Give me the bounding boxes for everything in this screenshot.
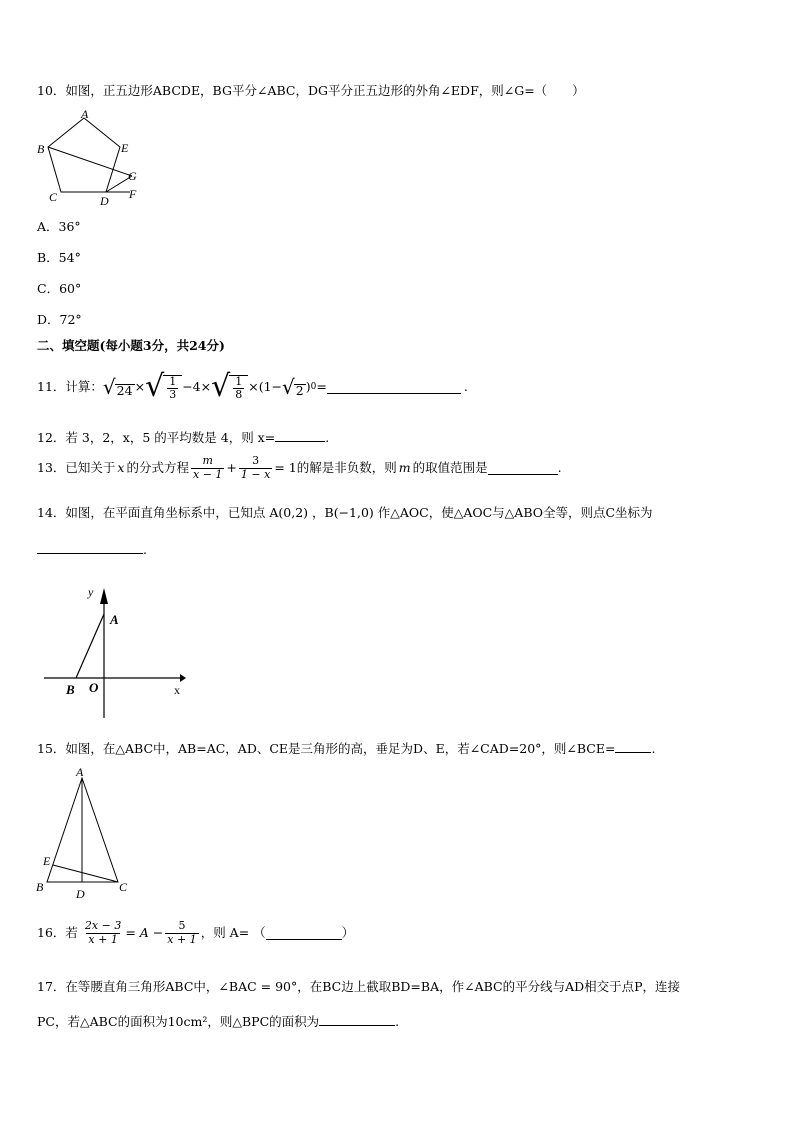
pentagon-label-d: D bbox=[100, 194, 109, 206]
q13-answer-blank[interactable] bbox=[488, 462, 558, 475]
q16-frac-left: $\frac{2x - 3}{x + 1}$ bbox=[84, 919, 122, 946]
q11-number: 11． bbox=[37, 378, 66, 394]
q11-lead: 计算： bbox=[65, 378, 103, 394]
sqrt-2: √ 2 bbox=[282, 375, 304, 399]
pentagon-label-c: C bbox=[49, 190, 58, 204]
q14-answer-line: . bbox=[37, 541, 147, 557]
question-14: 14．如图，在平面直角坐标系中，已知点 A(0,2) ，B(−1,0) 作△AOC，使△AOC与△ABO全等，则点C坐标为 bbox=[37, 505, 653, 520]
question-15: 15．如图，在△ABC中，AB=AC，AD、CE是三角形的高，垂足为D、E，若∠CAD=20°，则∠BCE= . bbox=[37, 741, 656, 756]
q15-answer-blank[interactable] bbox=[615, 740, 651, 753]
q10-option-d: D．72° bbox=[37, 312, 82, 327]
triangle-label-b: B bbox=[36, 880, 44, 894]
section-2-title: 二、填空题(每小题3分，共24分) bbox=[37, 338, 225, 353]
triangle-label-d: D bbox=[76, 887, 85, 901]
triangle-label-e: E bbox=[43, 854, 51, 868]
pentagon-label-e: E bbox=[121, 141, 129, 155]
axis-label-x: x bbox=[174, 683, 180, 697]
q16-answer-blank[interactable] bbox=[266, 927, 342, 940]
q10-number: 10． bbox=[37, 83, 66, 98]
triangle-label-c: C bbox=[119, 880, 128, 894]
question-17-line-1: 17．在等腰直角三角形ABC中，∠BAC = 90°，在BC边上截取BD=BA，作∠ABC的平分线与AD相交于点P，连接 bbox=[37, 979, 681, 994]
sqrt-24: √ 24 bbox=[102, 375, 133, 399]
question-12: 12．若 3，2，x，5 的平均数是 4，则 x= . bbox=[37, 430, 330, 445]
question-13: 13． 已知关于 x 的分式方程 $\frac{m}{x - 1}$ + $\frac{3}{1 - x}$ = 1 的解是非负数，则 m 的取值范围是 . bbox=[37, 454, 562, 481]
pentagon-figure bbox=[34, 108, 146, 206]
sqrt-one-third: √ $\frac{1}{3}$ bbox=[145, 372, 182, 402]
q14-answer-blank[interactable] bbox=[37, 541, 143, 554]
triangle-label-a: A bbox=[76, 765, 84, 779]
coordinate-figure bbox=[40, 582, 190, 720]
sqrt-one-eighth: √ $\frac{1}{8}$ bbox=[211, 372, 248, 402]
question-11: 11． 计算： √ 24 × √ $\frac{1}{3}$ −4× √ $\frac{1}{8}$ ×(1− √ 2 ) 0 = . bbox=[37, 369, 468, 404]
pentagon-label-g: G bbox=[128, 169, 137, 183]
q11-answer-blank[interactable] bbox=[327, 381, 461, 394]
q10-text: 如图，正五边形ABCDE，BG平分∠ABC，DG平分正五边形的外角∠EDF，则∠G=（ ） bbox=[65, 83, 585, 98]
point-label-b: B bbox=[66, 682, 75, 697]
q13-frac-3: $\frac{3}{1 - x}$ bbox=[240, 454, 271, 481]
q17-answer-blank[interactable] bbox=[319, 1013, 395, 1026]
q12-answer-blank[interactable] bbox=[275, 429, 325, 442]
q10-option-b: B．54° bbox=[37, 250, 81, 265]
q13-frac-m: $\frac{m}{x - 1}$ bbox=[193, 454, 223, 481]
q10-option-c: C．60° bbox=[37, 281, 82, 296]
question-16: 16． 若 $\frac{2x - 3}{x + 1}$ = A − $\frac{5}{x + 1}$ ，则 A= （ ） bbox=[37, 919, 355, 946]
point-label-o: O bbox=[89, 680, 99, 695]
triangle-figure bbox=[34, 762, 134, 902]
pentagon-label-f: F bbox=[129, 187, 137, 201]
q16-frac-right: $\frac{5}{x + 1}$ bbox=[167, 919, 197, 946]
pentagon-label-a: A bbox=[81, 108, 89, 121]
question-10 bbox=[37, 85, 585, 98]
point-label-a: A bbox=[110, 612, 119, 627]
pentagon-label-b: B bbox=[37, 142, 45, 156]
q10-option-a: A．36° bbox=[37, 219, 81, 234]
axis-label-y: y bbox=[88, 585, 94, 599]
question-17-line-2: PC，若△ABC的面积为10cm²，则△BPC的面积为 . bbox=[37, 1014, 400, 1029]
